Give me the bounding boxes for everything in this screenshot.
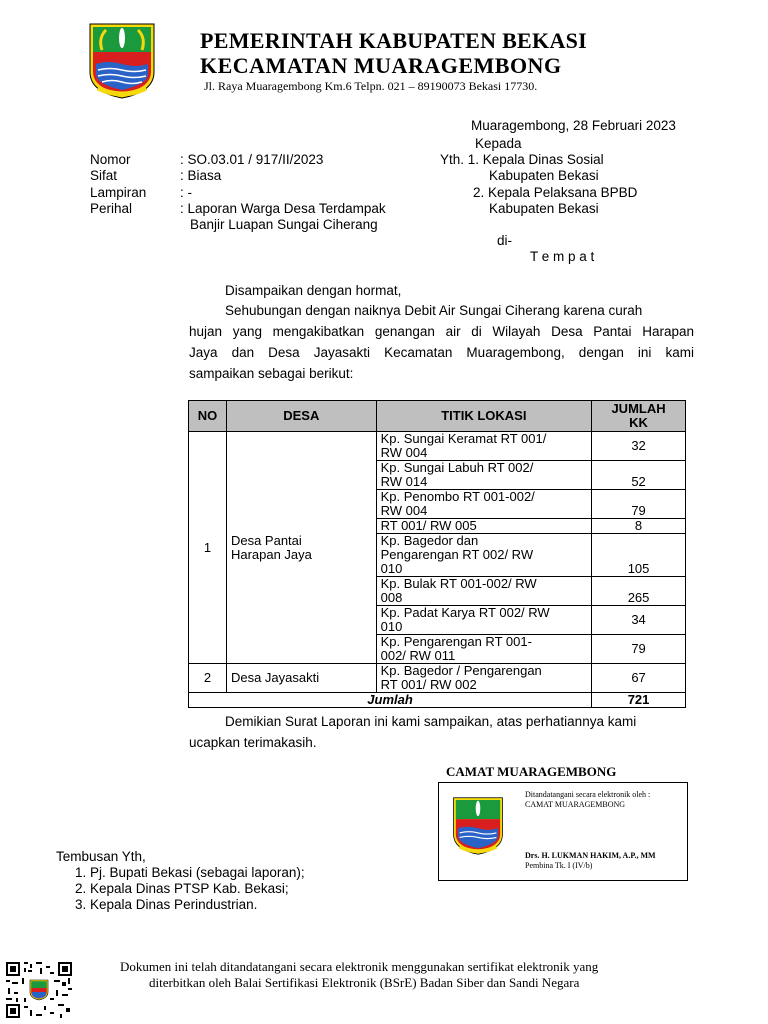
place-date: Muaragembong, 28 Februari 2023 xyxy=(471,118,676,133)
e-signature-box xyxy=(438,782,688,881)
col-jumlah-kk xyxy=(592,401,686,432)
kk-cell: 32 xyxy=(592,432,686,461)
kk-cell: 34 xyxy=(592,606,686,635)
location-cell xyxy=(376,664,591,693)
group2-desa: Desa Jayasakti xyxy=(226,664,376,693)
location-l2: RW 014 xyxy=(380,474,428,489)
para-line-4: sampaikan sebagai berikut: xyxy=(189,366,354,381)
kk-cell: 79 xyxy=(592,635,686,664)
kk-cell: 52 xyxy=(592,461,686,490)
group1-desa-l2: Harapan Jaya xyxy=(230,546,312,562)
location-l2: RW 004 xyxy=(380,503,428,518)
group1-no: 1 xyxy=(189,432,227,664)
footer-line-1: Dokumen ini telah ditandatangani secara elektronik menggunakan sertifikat elektronik yang xyxy=(120,959,599,974)
col-kk-label: KK xyxy=(629,415,648,430)
list-item: 1. Pj. Bupati Bekasi (sebagai laporan); xyxy=(75,865,305,880)
perihal-value-1: : Laporan Warga Desa Terdampak xyxy=(180,201,386,216)
kk-cell: 79 xyxy=(592,490,686,519)
letterhead-line2: KECAMATAN MUARAGEMBONG xyxy=(200,53,562,78)
kk-cell: 67 xyxy=(592,664,686,693)
footer-line-2: diterbitkan oleh Balai Sertifikasi Elektronik (BSrE) Badan Siber dan Sandi Negara xyxy=(149,975,580,990)
kk-cell: 265 xyxy=(592,577,686,606)
col-titik-lokasi: TITIK LOKASI xyxy=(376,401,591,432)
location-l1: Kp. Sungai Keramat RT 001/ xyxy=(380,431,547,446)
recipient-di: di- xyxy=(497,233,513,248)
closing-line-1: Demikian Surat Laporan ini kami sampaikan, atas perhatiannya kami xyxy=(225,714,637,729)
perihal-value-2: Banjir Luapan Sungai Ciherang xyxy=(190,217,378,232)
location-l1: Kp. Pengarengan RT 001- xyxy=(380,634,532,649)
tembusan-title: Tembusan Yth, xyxy=(56,849,146,864)
location-cell xyxy=(376,606,591,635)
location-l2: 008 xyxy=(380,590,403,605)
kepada-label: Kepada xyxy=(475,136,522,151)
para-line-1: Sehubungan dengan naiknya Debit Air Sungai Ciherang karena curah xyxy=(225,303,643,318)
location-cell xyxy=(376,461,591,490)
table-header-row xyxy=(189,401,686,432)
para-line-3: Jaya dan Desa Jayasakti Kecamatan Muaragembong, dengan ini kami xyxy=(189,345,694,360)
location-cell xyxy=(376,577,591,606)
location-l1: Kp. Padat Karya RT 002/ RW xyxy=(380,605,550,620)
location-l2: Pengarengan RT 002/ RW xyxy=(380,547,534,562)
list-item: 2. Kepala Dinas PTSP Kab. Bekasi; xyxy=(75,881,289,896)
nomor-label: Nomor xyxy=(90,152,131,167)
location-cell: RT 001/ RW 005 xyxy=(376,519,591,534)
location-cell xyxy=(376,635,591,664)
sifat-label: Sifat xyxy=(90,168,118,183)
group2-no: 2 xyxy=(189,664,227,693)
signatory-title: CAMAT MUARAGEMBONG xyxy=(446,764,617,779)
para-line-2: hujan yang mengakibatkan genangan air di Wilayah Desa Pantai Harapan xyxy=(189,324,694,339)
location-l2: 010 xyxy=(380,619,403,634)
table-row xyxy=(189,664,686,693)
list-item: 3. Kepala Dinas Perindustrian. xyxy=(75,897,258,912)
recipient-tempat: T e m p a t xyxy=(530,249,595,264)
kk-cell: 8 xyxy=(592,519,686,534)
table-total-row xyxy=(189,693,686,708)
qr-code xyxy=(6,962,72,1018)
table-row xyxy=(189,432,686,461)
sifat-value: : Biasa xyxy=(180,168,222,183)
signed-by-line-1: Ditandatangani secara elektronik oleh : xyxy=(525,790,651,799)
lampiran-label: Lampiran xyxy=(90,185,147,200)
location-cell xyxy=(376,432,591,461)
location-l1: Kp. Bagedor / Pengarengan xyxy=(380,663,542,678)
total-label: Jumlah xyxy=(189,693,592,708)
recipient-line-1: Yth. 1. Kepala Dinas Sosial xyxy=(440,152,604,167)
col-no: NO xyxy=(189,401,227,432)
location-l2: 002/ RW 011 xyxy=(380,648,456,663)
location-cell xyxy=(376,490,591,519)
perihal-label: Perihal xyxy=(90,201,133,216)
signed-by-line-2: CAMAT MUARAGEMBONG xyxy=(525,800,626,809)
location-l2: RT 001/ RW 002 xyxy=(380,677,477,692)
recipient-line-3: 2. Kepala Pelaksana BPBD xyxy=(473,185,638,200)
location-l1: Kp. Bagedor dan xyxy=(380,533,479,548)
letterhead-address: Jl. Raya Muaragembong Km.6 Telpn. 021 – 89190073 Bekasi 17730. xyxy=(204,79,538,93)
affected-residents-table xyxy=(188,400,686,708)
total-value: 721 xyxy=(592,693,686,708)
nomor-value: : SO.03.01 / 917/II/2023 xyxy=(180,152,324,167)
group1-desa xyxy=(226,432,376,664)
signatory-rank: Pembina Tk. I (IV/b) xyxy=(525,861,593,870)
col-jumlah-label: JUMLAH xyxy=(611,401,666,416)
location-l3: 010 xyxy=(380,561,403,576)
col-desa: DESA xyxy=(226,401,376,432)
location-cell xyxy=(376,534,591,577)
location-l1: Kp. Bulak RT 001-002/ RW xyxy=(380,576,537,591)
location-l2: RW 004 xyxy=(380,445,428,460)
letterhead-line1: PEMERINTAH KABUPATEN BEKASI xyxy=(200,28,588,53)
lampiran-value: : - xyxy=(180,185,192,200)
closing-line-2: ucapkan terimakasih. xyxy=(189,735,317,750)
location-l1: Kp. Sungai Labuh RT 002/ xyxy=(380,460,534,475)
regency-logo xyxy=(88,22,156,100)
greeting: Disampaikan dengan hormat, xyxy=(225,283,402,298)
group1-desa-l1: Desa Pantai xyxy=(230,532,302,548)
recipient-line-2: Kabupaten Bekasi xyxy=(489,168,599,183)
signatory-name: Drs. H. LUKMAN HAKIM, A.P., MM xyxy=(525,851,656,860)
kk-cell: 105 xyxy=(592,534,686,577)
recipient-line-4: Kabupaten Bekasi xyxy=(489,201,599,216)
location-l1: Kp. Penombo RT 001-002/ xyxy=(380,489,535,504)
signature-logo xyxy=(452,796,504,856)
